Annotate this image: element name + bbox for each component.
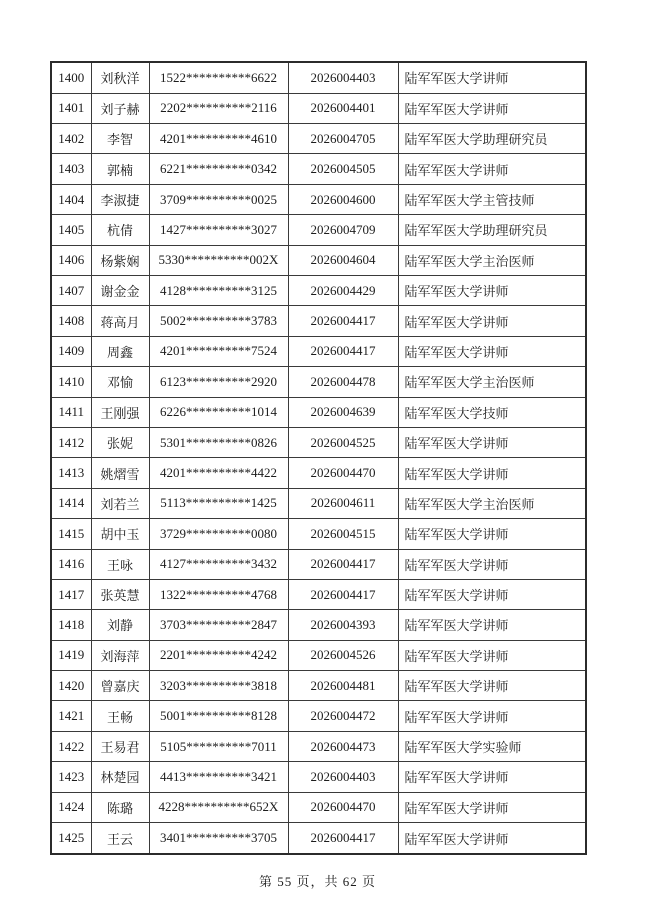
cell-serial-number: 1403 — [51, 154, 91, 184]
cell-name: 谢金金 — [91, 276, 149, 306]
cell-name: 陈璐 — [91, 792, 149, 822]
cell-code: 2026004478 — [288, 367, 398, 397]
table-row — [51, 671, 586, 701]
cell-name: 蒋高月 — [91, 306, 149, 336]
cell-name: 姚熠雪 — [91, 458, 149, 488]
cell-id-number: 3729**********0080 — [149, 519, 288, 549]
cell-code: 2026004417 — [288, 336, 398, 366]
cell-code: 2026004525 — [288, 427, 398, 457]
cell-id-number: 5330**********002X — [149, 245, 288, 275]
cell-position-title: 陆军军医大学主治医师 — [398, 367, 586, 397]
cell-serial-number: 1421 — [51, 701, 91, 731]
cell-code: 2026004393 — [288, 610, 398, 640]
cell-id-number: 5113**********1425 — [149, 488, 288, 518]
cell-id-number: 3703**********2847 — [149, 610, 288, 640]
cell-name: 曾嘉庆 — [91, 671, 149, 701]
cell-name: 李智 — [91, 124, 149, 154]
cell-id-number: 5301**********0826 — [149, 427, 288, 457]
cell-position-title: 陆军军医大学讲师 — [398, 306, 586, 336]
table-row — [51, 367, 586, 397]
cell-serial-number: 1401 — [51, 93, 91, 123]
cell-code: 2026004470 — [288, 458, 398, 488]
cell-code: 2026004472 — [288, 701, 398, 731]
cell-code: 2026004417 — [288, 823, 398, 854]
cell-code: 2026004401 — [288, 93, 398, 123]
cell-code: 2026004639 — [288, 397, 398, 427]
cell-serial-number: 1415 — [51, 519, 91, 549]
cell-code: 2026004705 — [288, 124, 398, 154]
cell-code: 2026004709 — [288, 215, 398, 245]
cell-id-number: 5002**********3783 — [149, 306, 288, 336]
table-row — [51, 62, 586, 93]
cell-serial-number: 1419 — [51, 640, 91, 670]
cell-name: 王刚强 — [91, 397, 149, 427]
cell-serial-number: 1412 — [51, 427, 91, 457]
cell-code: 2026004505 — [288, 154, 398, 184]
cell-serial-number: 1406 — [51, 245, 91, 275]
cell-position-title: 陆军军医大学讲师 — [398, 671, 586, 701]
cell-position-title: 陆军军医大学技师 — [398, 397, 586, 427]
cell-serial-number: 1400 — [51, 62, 91, 93]
cell-position-title: 陆军军医大学助理研究员 — [398, 124, 586, 154]
cell-id-number: 4201**********4610 — [149, 124, 288, 154]
cell-position-title: 陆军军医大学讲师 — [398, 93, 586, 123]
cell-name: 周鑫 — [91, 336, 149, 366]
cell-code: 2026004417 — [288, 579, 398, 609]
cell-code: 2026004417 — [288, 549, 398, 579]
cell-position-title: 陆军军医大学讲师 — [398, 276, 586, 306]
cell-position-title: 陆军军医大学讲师 — [398, 62, 586, 93]
cell-name: 张妮 — [91, 427, 149, 457]
cell-name: 王畅 — [91, 701, 149, 731]
cell-id-number: 2202**********2116 — [149, 93, 288, 123]
cell-serial-number: 1402 — [51, 124, 91, 154]
cell-id-number: 4128**********3125 — [149, 276, 288, 306]
cell-code: 2026004417 — [288, 306, 398, 336]
cell-code: 2026004515 — [288, 519, 398, 549]
cell-serial-number: 1407 — [51, 276, 91, 306]
cell-name: 刘若兰 — [91, 488, 149, 518]
cell-serial-number: 1423 — [51, 762, 91, 792]
cell-name: 张英慧 — [91, 579, 149, 609]
cell-position-title: 陆军军医大学讲师 — [398, 762, 586, 792]
cell-serial-number: 1413 — [51, 458, 91, 488]
page-footer: 第 55 页，共 62 页 — [258, 874, 376, 889]
roster-table — [50, 61, 587, 855]
cell-name: 王咏 — [91, 549, 149, 579]
cell-position-title: 陆军军医大学讲师 — [398, 640, 586, 670]
cell-id-number: 2201**********4242 — [149, 640, 288, 670]
table-row — [51, 549, 586, 579]
cell-id-number: 3709**********0025 — [149, 184, 288, 214]
cell-position-title: 陆军军医大学讲师 — [398, 427, 586, 457]
cell-position-title: 陆军军医大学讲师 — [398, 823, 586, 854]
table-row — [51, 427, 586, 457]
cell-serial-number: 1411 — [51, 397, 91, 427]
table-row — [51, 519, 586, 549]
cell-serial-number: 1408 — [51, 306, 91, 336]
table-row — [51, 124, 586, 154]
table-row — [51, 579, 586, 609]
cell-serial-number: 1420 — [51, 671, 91, 701]
table-row — [51, 458, 586, 488]
cell-serial-number: 1405 — [51, 215, 91, 245]
cell-position-title: 陆军军医大学实验师 — [398, 731, 586, 761]
cell-id-number: 5001**********8128 — [149, 701, 288, 731]
cell-id-number: 1427**********3027 — [149, 215, 288, 245]
cell-name: 李淑捷 — [91, 184, 149, 214]
cell-name: 刘子赫 — [91, 93, 149, 123]
table-row — [51, 610, 586, 640]
cell-name: 刘海萍 — [91, 640, 149, 670]
cell-serial-number: 1425 — [51, 823, 91, 854]
cell-code: 2026004604 — [288, 245, 398, 275]
cell-name: 刘秋洋 — [91, 62, 149, 93]
table-row — [51, 154, 586, 184]
cell-id-number: 3401**********3705 — [149, 823, 288, 854]
cell-id-number: 6226**********1014 — [149, 397, 288, 427]
cell-position-title: 陆军军医大学主管技师 — [398, 184, 586, 214]
table-row — [51, 93, 586, 123]
table-row — [51, 306, 586, 336]
cell-id-number: 5105**********7011 — [149, 731, 288, 761]
cell-id-number: 4201**********7524 — [149, 336, 288, 366]
cell-position-title: 陆军军医大学讲师 — [398, 336, 586, 366]
cell-name: 刘静 — [91, 610, 149, 640]
table-row — [51, 276, 586, 306]
cell-serial-number: 1424 — [51, 792, 91, 822]
cell-name: 邓愉 — [91, 367, 149, 397]
cell-name: 王易君 — [91, 731, 149, 761]
cell-serial-number: 1410 — [51, 367, 91, 397]
cell-position-title: 陆军军医大学讲师 — [398, 458, 586, 488]
cell-code: 2026004429 — [288, 276, 398, 306]
cell-position-title: 陆军军医大学讲师 — [398, 549, 586, 579]
cell-id-number: 6123**********2920 — [149, 367, 288, 397]
cell-name: 杭倩 — [91, 215, 149, 245]
cell-serial-number: 1409 — [51, 336, 91, 366]
cell-serial-number: 1418 — [51, 610, 91, 640]
cell-name: 王云 — [91, 823, 149, 854]
cell-serial-number: 1422 — [51, 731, 91, 761]
cell-code: 2026004403 — [288, 62, 398, 93]
table-row — [51, 397, 586, 427]
cell-name: 胡中玉 — [91, 519, 149, 549]
cell-id-number: 4228**********652X — [149, 792, 288, 822]
table-body — [51, 62, 586, 854]
cell-position-title: 陆军军医大学讲师 — [398, 519, 586, 549]
table-row — [51, 215, 586, 245]
cell-position-title: 陆军军医大学讲师 — [398, 610, 586, 640]
cell-position-title: 陆军军医大学讲师 — [398, 792, 586, 822]
cell-id-number: 4127**********3432 — [149, 549, 288, 579]
table-row — [51, 762, 586, 792]
cell-id-number: 4413**********3421 — [149, 762, 288, 792]
cell-position-title: 陆军军医大学主治医师 — [398, 488, 586, 518]
cell-name: 林楚园 — [91, 762, 149, 792]
roster-table-container — [50, 61, 587, 855]
table-row — [51, 823, 586, 854]
cell-position-title: 陆军军医大学助理研究员 — [398, 215, 586, 245]
table-row — [51, 336, 586, 366]
table-row — [51, 640, 586, 670]
cell-code: 2026004600 — [288, 184, 398, 214]
cell-position-title: 陆军军医大学讲师 — [398, 154, 586, 184]
cell-position-title: 陆军军医大学讲师 — [398, 579, 586, 609]
cell-code: 2026004526 — [288, 640, 398, 670]
cell-id-number: 1322**********4768 — [149, 579, 288, 609]
cell-position-title: 陆军军医大学讲师 — [398, 701, 586, 731]
cell-serial-number: 1417 — [51, 579, 91, 609]
cell-code: 2026004403 — [288, 762, 398, 792]
cell-id-number: 3203**********3818 — [149, 671, 288, 701]
cell-id-number: 6221**********0342 — [149, 154, 288, 184]
cell-id-number: 4201**********4422 — [149, 458, 288, 488]
table-row — [51, 488, 586, 518]
cell-serial-number: 1416 — [51, 549, 91, 579]
table-row — [51, 792, 586, 822]
cell-position-title: 陆军军医大学主治医师 — [398, 245, 586, 275]
cell-name: 杨紫娴 — [91, 245, 149, 275]
cell-code: 2026004470 — [288, 792, 398, 822]
cell-code: 2026004481 — [288, 671, 398, 701]
table-row — [51, 245, 586, 275]
cell-code: 2026004473 — [288, 731, 398, 761]
table-row — [51, 701, 586, 731]
table-row — [51, 731, 586, 761]
table-row — [51, 184, 586, 214]
cell-serial-number: 1414 — [51, 488, 91, 518]
cell-id-number: 1522**********6622 — [149, 62, 288, 93]
cell-code: 2026004611 — [288, 488, 398, 518]
cell-name: 郭楠 — [91, 154, 149, 184]
cell-serial-number: 1404 — [51, 184, 91, 214]
